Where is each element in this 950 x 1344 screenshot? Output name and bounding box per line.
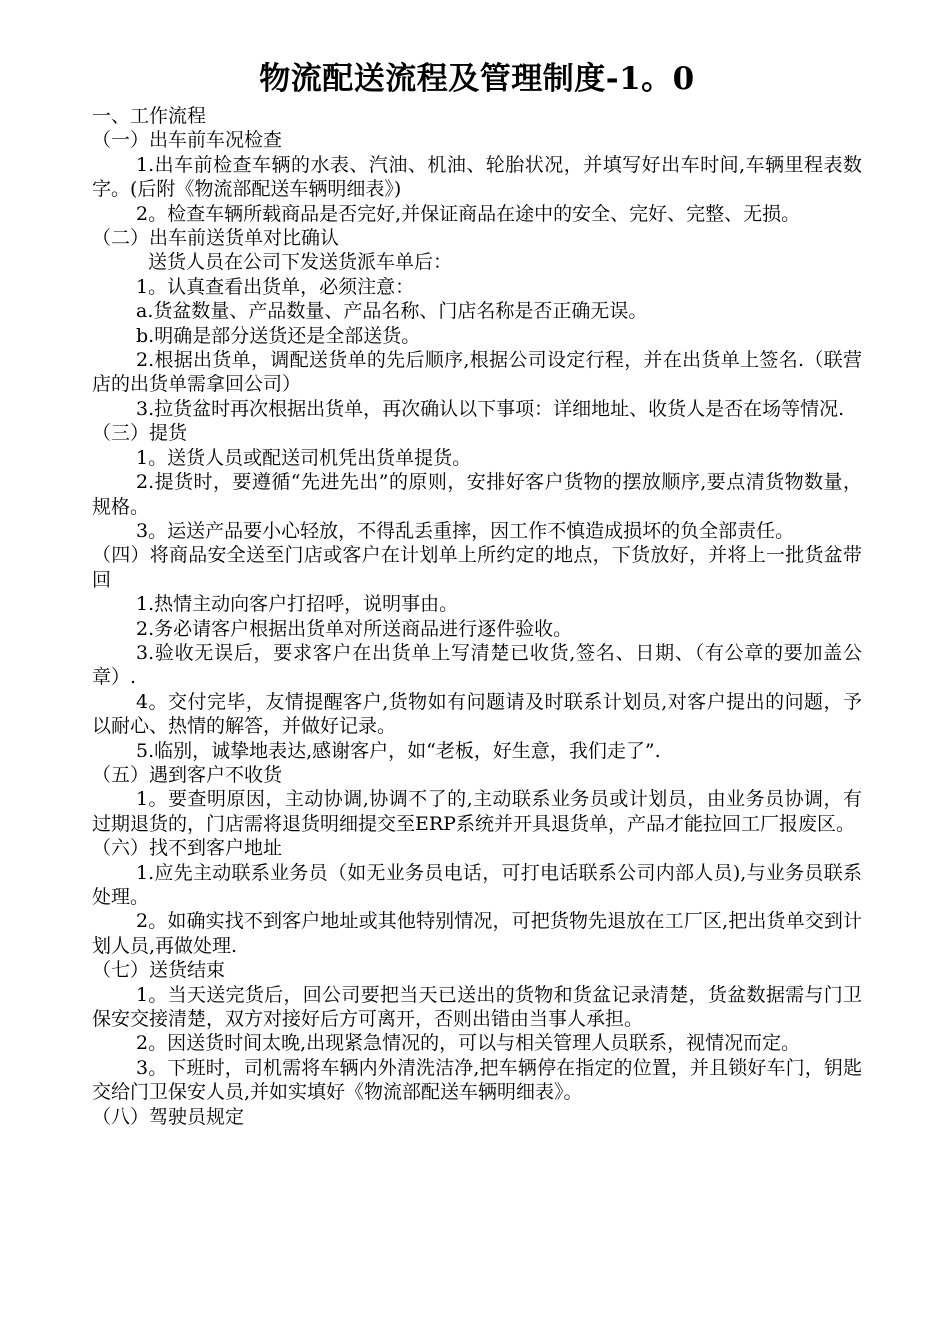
paragraph: 3。下班时，司机需将车辆内外清洗洁净,把车辆停在指定的位置，并且锁好车门，钥匙交给门卫保安人员,并如实填好《物流部配送车辆明细表》。 — [92, 1056, 862, 1104]
document-body — [92, 104, 862, 1129]
subsection-heading: （五）遇到客户不收货 — [92, 763, 283, 786]
subsection-heading: （四）将商品安全送至门店或客户在计划单上所约定的地点，下货放好，并将上一批货盆带回 — [92, 544, 862, 591]
paragraph: 1。送货人员或配送司机凭出货单提货。 — [136, 446, 472, 469]
paragraph: 1。当天送完货后，回公司要把当天已送出的货物和货盆记录清楚，货盆数据需与门卫保安交接清楚，双方对接好后方可离开，否则出错由当事人承担。 — [92, 983, 862, 1031]
paragraph: 5.临别，诚挚地表达,感谢客户，如“老板，好生意，我们走了”. — [136, 739, 661, 762]
paragraph: 1.出车前检查车辆的水表、汽油、机油、轮胎状况，并填写好出车时间,车辆里程表数字。(后附《物流部配送车辆明细表》) — [92, 153, 862, 201]
paragraph: 1.热情主动向客户打招呼，说明事由。 — [136, 593, 459, 616]
section-heading: 一、工作流程 — [92, 105, 207, 127]
paragraph: a.货盆数量、产品数量、产品名称、门店名称是否正确无误。 — [136, 300, 648, 323]
paragraph: 3.拉货盆时再次根据出货单，再次确认以下事项：详细地址、收货人是否在场等情况. — [136, 397, 845, 420]
subsection-heading: （三）提货 — [92, 422, 188, 445]
subsection-heading: （七）送货结束 — [92, 959, 226, 982]
paragraph: 2。因送货时间太晚,出现紧急情况的，可以与相关管理人员联系，视情况而定。 — [136, 1032, 801, 1055]
subsection-heading: （六）找不到客户地址 — [92, 837, 283, 860]
paragraph: 2.提货时，要遵循“先进先出”的原则，安排好客户货物的摆放顺序,要点清货物数量，规格。 — [92, 471, 862, 518]
document-title: 物流配送流程及管理制度-1。0 — [259, 61, 695, 97]
paragraph: 4。交付完毕，友情提醒客户,货物如有问题请及时联系计划员,对客户提出的问题，予以耐心、热情的解答，并做好记录。 — [92, 690, 862, 738]
paragraph: 3.验收无误后，要求客户在出货单上写清楚已收货,签名、日期、（有公章的要加盖公章）. — [92, 641, 862, 689]
paragraph: 3。运送产品要小心轻放，不得乱丢重摔，因工作不慎造成损坏的负全部责任。 — [136, 519, 795, 542]
paragraph: 1.应先主动联系业务员（如无业务员电话，可打电话联系公司内部人员),与业务员联系处理。 — [92, 861, 862, 908]
subsection-heading: （八）驾驶员规定 — [92, 1105, 245, 1128]
paragraph: 送货人员在公司下发送货派车单后： — [148, 251, 453, 274]
paragraph: b.明确是部分送货还是全部送货。 — [136, 324, 421, 347]
paragraph: 2.务必请客户根据出货单对所送商品进行逐件验收。 — [136, 617, 573, 640]
paragraph: 2.根据出货单，调配送货单的先后顺序,根据公司设定行程，并在出货单上签名.（联营店的出货单需拿回公司） — [92, 349, 862, 396]
paragraph: 1。要查明原因，主动协调,协调不了的,主动联系业务员或计划员，由业务员协调，有过期退货的，门店需将退货明细提交至ERP系统并开具退货单，产品才能拉回工厂报废区。 — [92, 788, 862, 835]
paragraph: 2。检查车辆所载商品是否完好,并保证商品在途中的安全、完好、完整、无损。 — [136, 202, 801, 225]
paragraph: 2。如确实找不到客户地址或其他特别情况，可把货物先退放在工厂区,把出货单交到计划人员,再做处理. — [92, 910, 862, 957]
subsection-heading: （二）出车前送货单对比确认 — [92, 227, 340, 250]
subsection-heading: （一）出车前车况检查 — [92, 129, 283, 152]
paragraph: 1。认真查看出货单，必须注意： — [136, 275, 415, 298]
